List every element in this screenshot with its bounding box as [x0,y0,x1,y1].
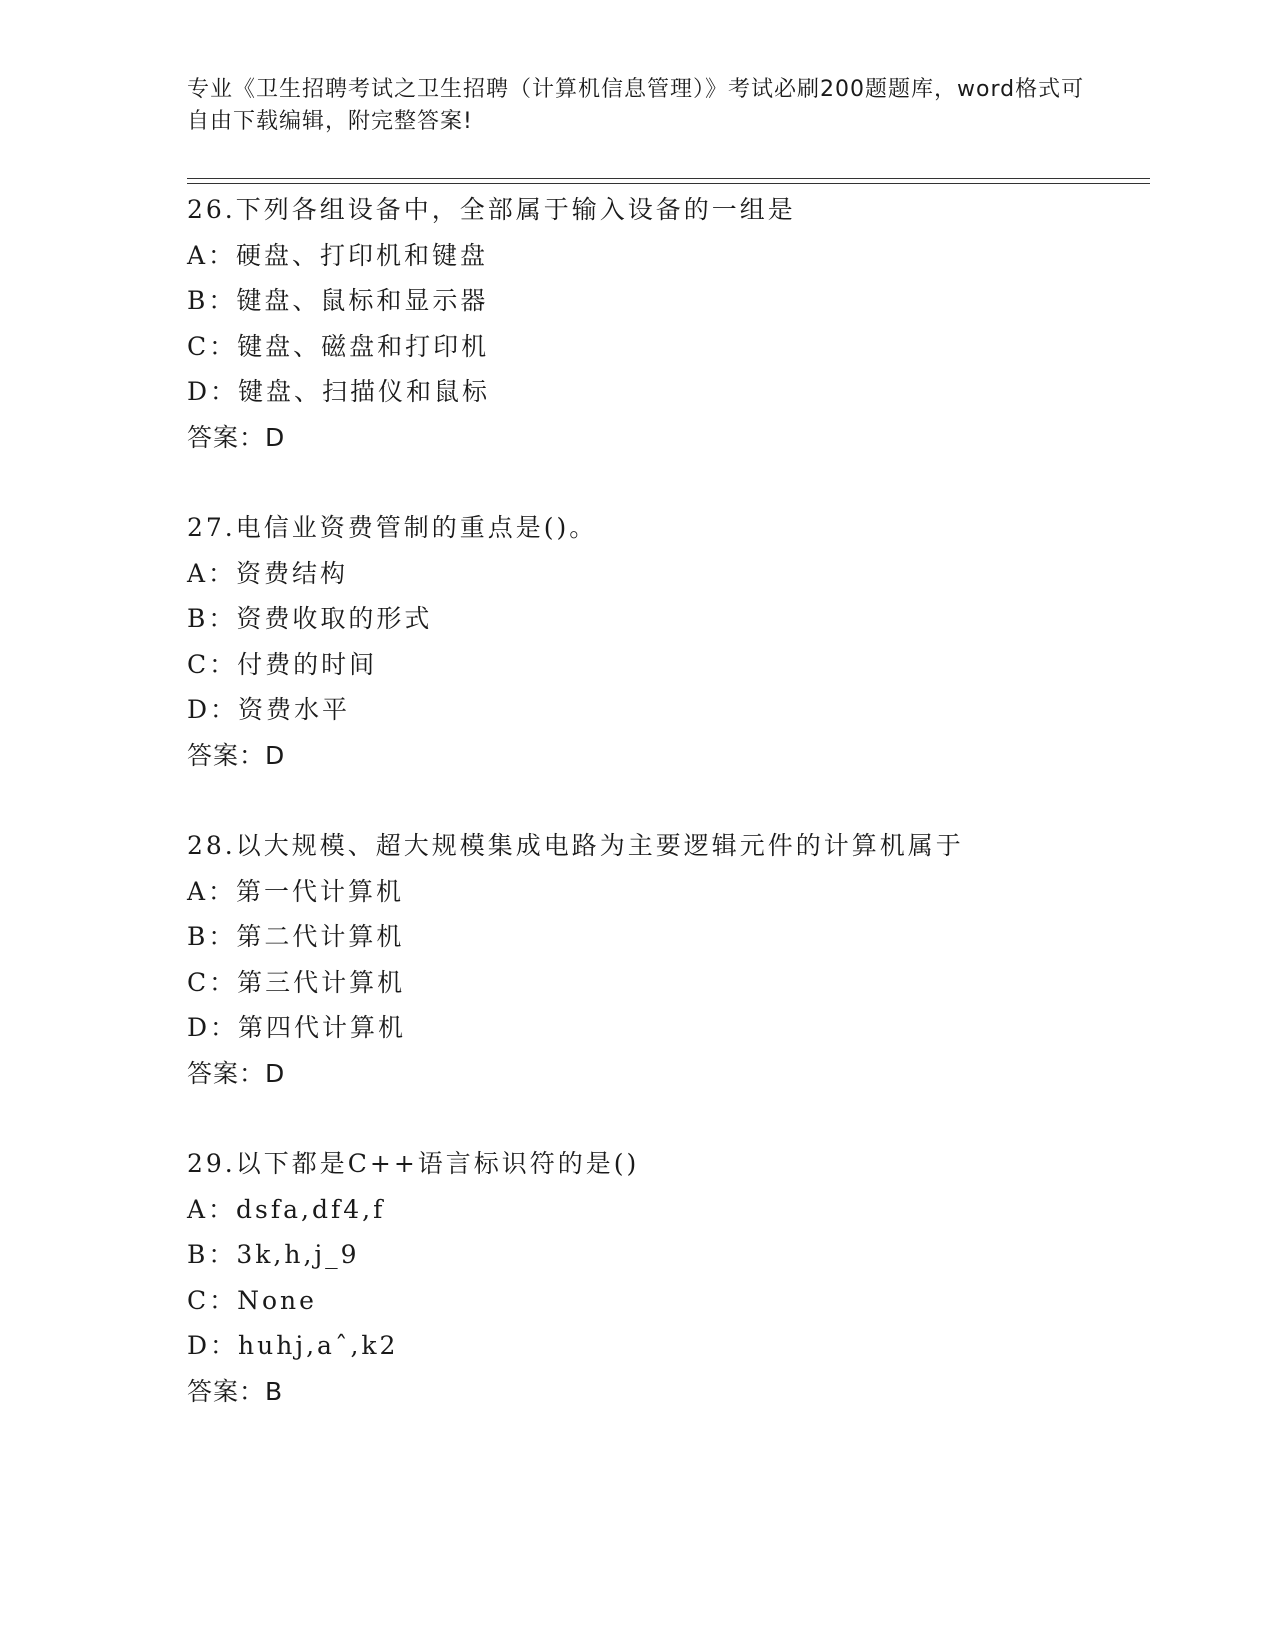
option-d: D：资费水平 [187,695,351,724]
question-stem: 28.以大规模、超大规模集成电路为主要逻辑元件的计算机属于 [187,831,964,860]
option-b: B：3k,h,j_9 [187,1240,360,1269]
option-a: A：dsfa,df4,f [187,1194,386,1224]
question-stem: 29.以下都是C++语言标识符的是() [187,1149,640,1178]
question-28 [187,823,1150,1096]
option-b: B：资费收取的形式 [187,604,433,633]
answer-line: 答案：D [187,740,286,770]
option-d: D：huhj,aˆ,k2 [187,1331,399,1360]
answer-line: 答案：D [187,1058,286,1088]
option-c: C：第三代计算机 [187,967,406,997]
option-a: A：资费结构 [187,558,349,588]
question-stem: 26.下列各组设备中，全部属于输入设备的一组是 [187,195,796,224]
option-a: A：硬盘、打印机和键盘 [187,240,489,270]
header-divider-top [187,178,1150,179]
option-a: A：第一代计算机 [187,876,405,906]
question-29 [187,1141,1150,1414]
answer-line: 答案：D [187,422,286,452]
option-b: B：第二代计算机 [187,922,405,951]
answer-line: 答案：B [187,1376,284,1406]
header-divider-bottom [187,183,1150,184]
option-c: C：键盘、磁盘和打印机 [187,331,490,361]
option-c: C：None [187,1285,317,1315]
question-list [187,187,1150,1459]
option-c: C：付费的时间 [187,649,378,679]
option-b: B：键盘、鼠标和显示器 [187,286,489,315]
document-header: 专业《卫生招聘考试之卫生招聘（计算机信息管理）》考试必刷200题题库，word格式可自由下载编辑，附完整答案! [187,77,1085,134]
question-26 [187,187,1150,460]
option-d: D：第四代计算机 [187,1013,407,1042]
question-27 [187,505,1150,778]
question-stem: 27.电信业资费管制的重点是()。 [187,513,598,542]
option-d: D：键盘、扫描仪和鼠标 [187,377,491,406]
